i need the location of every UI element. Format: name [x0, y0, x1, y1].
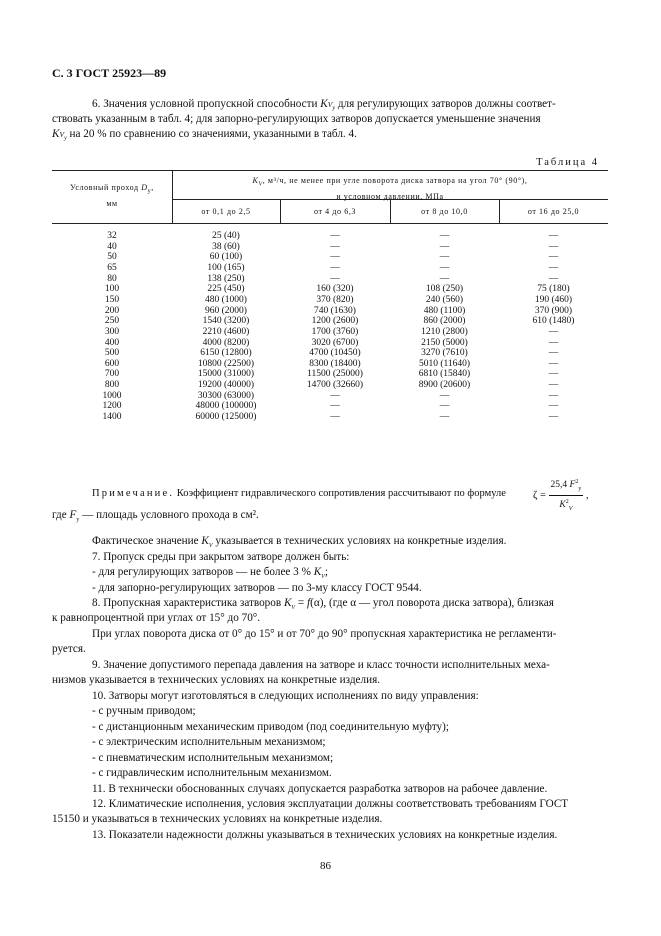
table-cell-value: — — [330, 252, 340, 263]
p11: 11. В технически обоснованных случаях допускается разработка затворов на рабочее давление. — [92, 783, 548, 795]
table-cell-value: — — [548, 241, 559, 252]
table-cell-value: 1540 (3200) — [202, 316, 250, 327]
table-cell-diameter: 65 — [107, 262, 117, 273]
para6-line2: ствовать указанным в табл. 4; для запорно-регулирующих затворов допускается уменьшение значения — [52, 113, 541, 125]
table-cell-value: — — [330, 273, 340, 284]
table-cell-value: — — [330, 262, 340, 273]
table-cell-value: — — [330, 390, 340, 401]
table-cell-value: — — [548, 348, 559, 359]
table-cell-value: 2210 (4600) — [202, 326, 250, 337]
table-header-bottom — [52, 223, 608, 224]
table-cell-diameter: 150 — [104, 294, 120, 305]
p12-line1: 12. Климатические исполнения, условия эксплуатации должны соответствовать требованиям ГОСТ — [92, 798, 569, 810]
table-cell-value: — — [439, 273, 450, 284]
table-cell-diameter: 250 — [104, 316, 120, 327]
table-cell-value: 60000 (125000) — [195, 412, 257, 423]
table-cell-diameter: 1000 — [102, 390, 122, 401]
p7: 7. Пропуск среды при закрытом затворе должен быть: — [92, 551, 350, 563]
table-cell-value: — — [548, 369, 559, 380]
table-cell-value: — — [548, 380, 559, 391]
table-cell-value: — — [548, 358, 559, 369]
col-header-4: от 16 до 25,0 — [527, 207, 580, 216]
table-cell-value: — — [548, 390, 559, 401]
table-cell-value: 4000 (8200) — [202, 337, 250, 348]
table-cell-value: 3020 (6700) — [311, 337, 359, 348]
table-cell-value: 2150 (5000) — [421, 337, 468, 348]
col-header-3: от 8 до 10,0 — [421, 207, 468, 216]
table-cell-value: 11500 (25000) — [307, 369, 363, 380]
p13: 13. Показатели надежности должны указываться в технических условиях на конкретные изделия. — [92, 829, 558, 841]
col-header-2: от 4 до 6,3 — [313, 207, 357, 216]
table-cell-value: — — [548, 412, 559, 423]
p10a: - с ручным приводом; — [92, 705, 196, 717]
p10e: - с гидравлическим исполнительным механизмом. — [92, 767, 332, 779]
formula: ζ = $\frac{25,4 F^2_y}{K^2_V}$ , — [533, 476, 589, 515]
table-cell-value: 370 (900) — [534, 305, 573, 316]
table-cell-diameter: 600 — [104, 358, 120, 369]
table-cell-diameter: 80 — [107, 273, 117, 284]
col-header-diameter: Условный проход $D_у$, мм — [70, 183, 154, 208]
table-cell-value: 100 (165) — [207, 262, 245, 273]
table-cell-value: — — [548, 337, 559, 348]
table-cell-value: — — [548, 273, 559, 284]
note-line: Примечание. Коэффициент гидравлического сопротивления рассчитывают по формуле — [92, 488, 506, 499]
table-cell-value: 6150 (12800) — [200, 348, 252, 359]
table-cell-value: 860 (2000) — [423, 316, 466, 327]
table-cell-value: 14700 (32660) — [306, 380, 364, 391]
page-number: 86 — [320, 860, 331, 872]
table-cell-value: 8300 (18400) — [309, 358, 361, 369]
note-where: где $F_y$ — площадь условного прохода в см². — [52, 509, 259, 524]
table-cell-value: 5010 (11640) — [418, 358, 471, 369]
table-cell-value: 370 (820) — [316, 294, 354, 305]
para6-line1: 6. Значения условной пропускной способности $KV_y$ для регулирующих затворов должны соответ- — [92, 98, 556, 112]
table-cell-value: 6810 (15840) — [418, 369, 471, 380]
table-cell-value: — — [439, 390, 450, 401]
table-cell-value: 610 (1480) — [532, 316, 575, 327]
table-cell-value: — — [330, 231, 340, 241]
table-cell-value: 75 (180) — [537, 284, 570, 295]
p10b: - с дистанционным механическим приводом (под соединительную муфту); — [92, 721, 449, 733]
table-cell-value: — — [548, 252, 559, 263]
para6-line3: $KV_y$ на 20 % по сравнению со значениями, указанными в табл. 4. — [52, 128, 357, 142]
col-header-group: $K_V$, м³/ч, не менее при угле поворота диска затвора на угол 70° (90°), и условном давлении, МПа — [252, 176, 528, 201]
fact-line: Фактическое значение $K_V$ указывается в технических условиях на конкретные изделия. — [92, 535, 507, 550]
p8-line3: При углах поворота диска от 0° до 15° и от 70° до 90° пропускная характеристика не регламенти- — [92, 628, 557, 640]
table-cell-value: 480 (1000) — [205, 294, 247, 305]
table-cell-value: 60 (100) — [209, 252, 243, 263]
p8-line2: к равнопроцентной при углах от 15° до 70°. — [52, 612, 261, 624]
table-cell-value: — — [439, 412, 450, 423]
p9-line1: 9. Значение допустимого перепада давления на затворе и класс точности исполнительных меха- — [92, 659, 550, 671]
p10: 10. Затворы могут изготовляться в следующих исполнениях по виду управления: — [92, 690, 479, 702]
table-cell-value: 10800 (22500) — [197, 358, 255, 369]
col-header-1: от 0,1 до 2,5 — [201, 207, 251, 216]
table-cell-diameter: 300 — [104, 326, 120, 337]
table-cell-value: 190 (460) — [534, 294, 573, 305]
p10d: - с пневматическим исполнительным механизмом; — [92, 752, 334, 764]
table-cell-value: — — [330, 241, 340, 252]
table-cell-value: 240 (560) — [425, 294, 464, 305]
table-cell-value: 30300 (63000) — [197, 390, 255, 401]
p12-line2: 15150 и указываться в технических условиях на конкретные изделия. — [52, 813, 383, 825]
table-cell-value: 15000 (31000) — [197, 369, 255, 380]
table-cell-value: 108 (250) — [425, 284, 464, 295]
table-cell-diameter: 400 — [104, 337, 120, 348]
table-cell-value: — — [548, 231, 559, 241]
table-cell-diameter: 40 — [107, 241, 117, 252]
kv-sub: $V_y$ — [327, 100, 336, 112]
table-cell-value: 225 (450) — [207, 284, 245, 295]
table-cell-diameter: 32 — [107, 231, 117, 241]
table-cell-value: 160 (320) — [316, 284, 354, 295]
table-cell-value: — — [548, 401, 559, 412]
p8-line4: руется. — [52, 643, 86, 655]
table-cell-value: — — [439, 262, 450, 273]
table-cell-diameter: 1200 — [102, 401, 122, 412]
table-cell-value: 48000 (100000) — [195, 401, 257, 412]
table-cell-value: — — [330, 401, 340, 412]
table-cell-value: 1200 (2600) — [311, 316, 359, 327]
table-cell-diameter: 100 — [104, 284, 120, 295]
table-cell-value: 8900 (20600) — [418, 380, 471, 391]
table-cell-value: 19200 (40000) — [197, 380, 255, 391]
table-cell-value: 38 (60) — [212, 241, 240, 252]
table-cell-value: — — [439, 241, 450, 252]
table-cell-value: 4700 (10450) — [309, 348, 361, 359]
table-cell-diameter: 500 — [104, 348, 120, 359]
table-cell-value: 480 (1100) — [423, 305, 466, 316]
table-top-border — [52, 170, 608, 171]
p7a: - для регулирующих затворов — не более 3 % $K_V$; — [92, 566, 328, 581]
table-cell-value: 25 (40) — [212, 231, 240, 241]
table-cell-diameter: 700 — [104, 369, 120, 380]
table-cell-value: 138 (250) — [207, 273, 245, 284]
p10c: - с электрическим исполнительным механизмом; — [92, 736, 326, 748]
table-cell-value: 740 (1630) — [314, 305, 356, 316]
table-cell-value: — — [439, 401, 450, 412]
table-cell-value: — — [548, 326, 559, 337]
table-cell-value: — — [439, 252, 450, 263]
p8-line1: 8. Пропускная характеристика затворов $K_V = f(\alpha)$, (где α — угол поворота диска затвора), близкая — [92, 597, 554, 612]
p7b: - для запорно-регулирующих затворов — по 3-му классу ГОСТ 9544. — [92, 582, 422, 594]
page-header: С. 3 ГОСТ 25923—89 — [52, 66, 167, 80]
table-cell-value: — — [330, 412, 340, 423]
table-cell-diameter: 1400 — [102, 412, 122, 423]
table-cell-diameter: 200 — [104, 305, 120, 316]
table-title: Таблица 4 — [536, 157, 599, 168]
table-cell-diameter: 50 — [107, 252, 117, 263]
table-cell-value: 3270 (7610) — [421, 348, 468, 359]
p9-line2: низмов указывается в технических условиях на конкретные изделия. — [52, 674, 381, 686]
table-cell-value: 1210 (2800) — [421, 326, 468, 337]
table-cell-value: — — [439, 231, 450, 241]
table-cell-value: 1700 (3760) — [311, 326, 359, 337]
table-cell-diameter: 800 — [104, 380, 120, 391]
table-cell-value: 960 (2000) — [205, 305, 247, 316]
table-cell-value: — — [548, 262, 559, 273]
